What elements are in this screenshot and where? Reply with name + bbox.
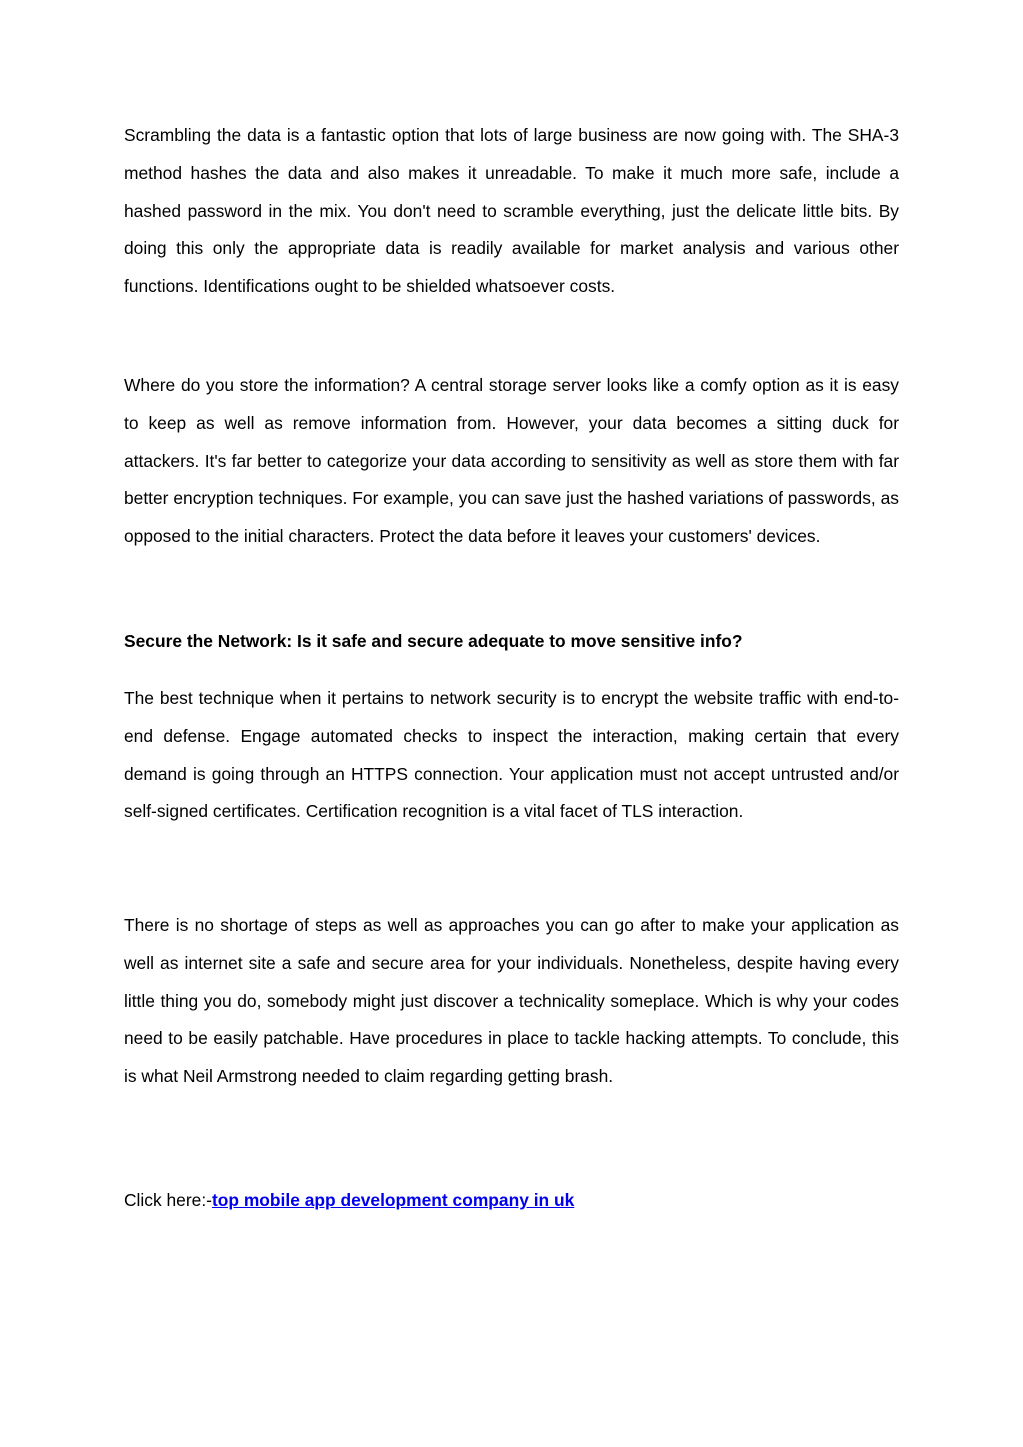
paragraph-network-security: The best technique when it pertains to network security is to encrypt the website traffic with end-to-end defense. Engage automated checks to inspect the interaction, making certain that every demand is going through an HTTPS connection. Your application must not accept untrusted and/or self-signed certificates. Certification recognition is a vital facet of TLS interaction. [124,688,899,822]
cta-link[interactable]: top mobile app development company in uk [211,1190,575,1210]
call-to-action [124,1187,574,1213]
cta-prefix: Click here:- [124,1190,212,1210]
paragraph-data-scrambling: Scrambling the data is a fantastic option that lots of large business are now going with. The SHA-3 method hashes the data and also makes it unreadable. To make it much more safe, include a hashed password in the mix. You don't need to scramble everything, just the delicate little bits. By doing this only the appropriate data is readily available for market analysis and various other functions. Identifications ought to be shielded whatsoever costs. [124,125,899,297]
paragraph-data-storage: Where do you store the information? A central storage server looks like a comfy option as it is easy to keep as well as remove information from. However, your data becomes a sitting duck for attackers. It's far better to categorize your data according to sensitivity as well as store them with far better encryption techniques. For example, you can save just the hashed variations of passwords, as opposed to the initial characters. Protect the data before it leaves your customers' devices. [124,375,899,547]
paragraph-conclusion: There is no shortage of steps as well as approaches you can go after to make your application as well as internet site a safe and secure area for your individuals. Nonetheless, despite having every little thing you do, somebody might just discover a technicality someplace. Which is why your codes need to be easily patchable. Have procedures in place to tackle hacking attempts. To conclude, this is what Neil Armstrong needed to claim regarding getting brash. [124,915,899,1087]
section-heading-secure-network: Secure the Network: Is it safe and secure adequate to move sensitive info? [124,631,743,651]
